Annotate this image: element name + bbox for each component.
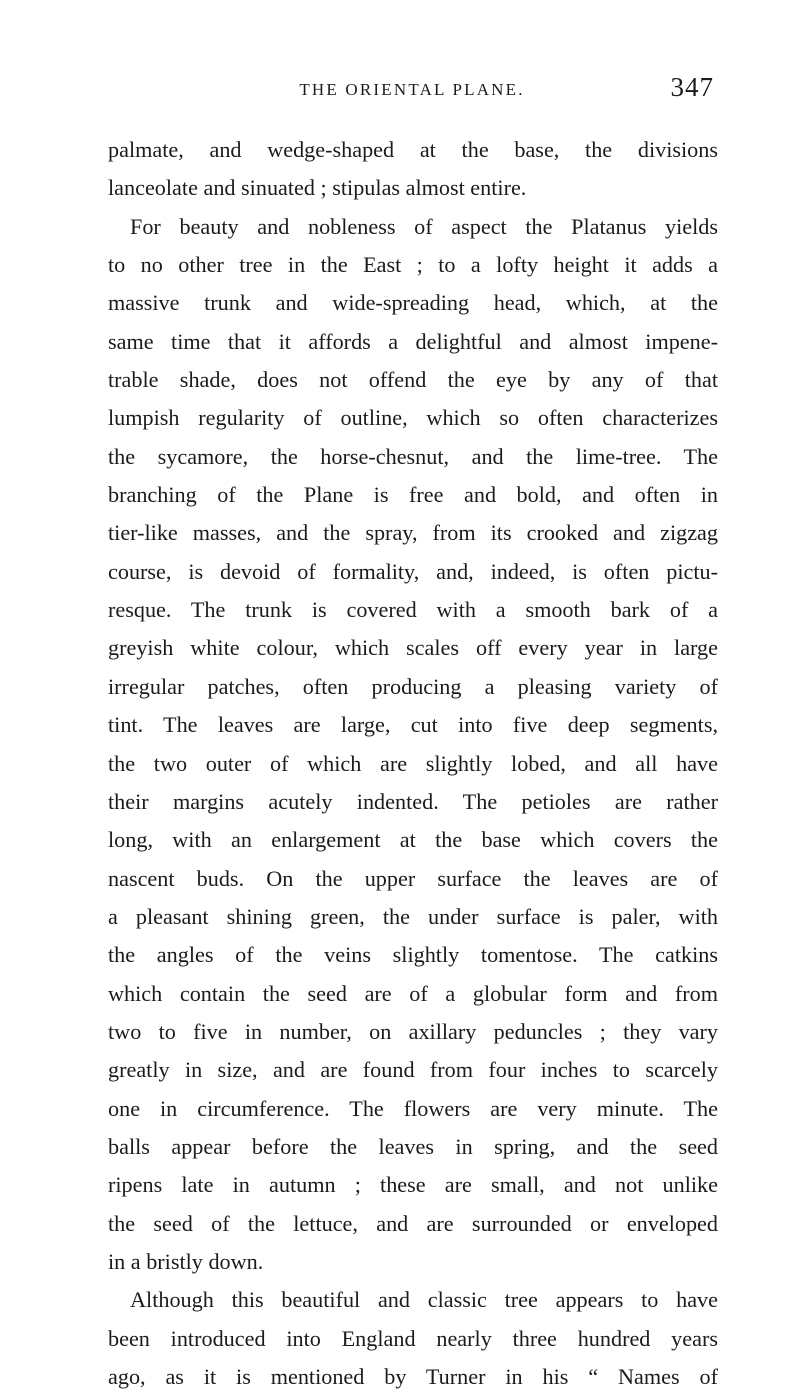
text-line: the sycamore, the horse-chesnut, and the lime-tree. The — [108, 443, 718, 469]
text-line: a pleasant shining green, the under surface is paler, with — [108, 903, 718, 929]
text-line: their margins acutely indented. The petioles are rather — [108, 788, 718, 814]
page-number: 347 — [670, 72, 714, 102]
body-text — [108, 131, 718, 1396]
text-line: nascent buds. On the upper surface the leaves are of — [108, 865, 718, 891]
text-line: two to five in number, on axillary peduncles ; they vary — [108, 1018, 718, 1044]
text-line: resque. The trunk is covered with a smooth bark of a — [108, 597, 718, 623]
text-line: to no other tree in the East ; to a lofty height it adds a — [108, 252, 718, 278]
text-line: same time that it affords a delightful and almost impene- — [108, 328, 718, 354]
text-line: greatly in size, and are found from four inches to scarcely — [108, 1057, 718, 1083]
text-line: been introduced into England nearly three hundred years — [108, 1325, 718, 1351]
running-head — [110, 74, 714, 114]
text-line: lumpish regularity of outline, which so often characterizes — [108, 405, 718, 431]
text-line: branching of the Plane is free and bold, and often in — [108, 482, 718, 508]
text-line: massive trunk and wide-spreading head, which, at the — [108, 290, 718, 316]
text-line: ripens late in autumn ; these are small, and not unlike — [108, 1172, 718, 1198]
text-line: greyish white colour, which scales off every year in large — [108, 635, 718, 661]
text-line: long, with an enlargement at the base which covers the — [108, 827, 718, 853]
text-line: course, is devoid of formality, and, indeed, is often pictu- — [108, 558, 718, 584]
text-line: palmate, and wedge-shaped at the base, the divisions — [108, 137, 718, 162]
text-line: ago, as it is mentioned by Turner in his “ Names of — [108, 1364, 718, 1389]
text-line: lanceolate and sinuated ; stipulas almost entire. — [108, 175, 527, 201]
text-line: balls appear before the leaves in spring, and the seed — [108, 1133, 718, 1159]
text-line: in a bristly down. — [108, 1248, 264, 1274]
text-line: the two outer of which are slightly lobed, and all have — [108, 750, 718, 776]
text-line: tier-like masses, and the spray, from its crooked and zigzag — [108, 520, 718, 546]
text-line: the seed of the lettuce, and are surrounded or enveloped — [108, 1210, 718, 1236]
text-line: one in circumference. The flowers are very minute. The — [108, 1095, 718, 1121]
text-line: For beauty and nobleness of aspect the Platanus yields — [130, 213, 718, 239]
text-line: the angles of the veins slightly tomentose. The catkins — [108, 942, 718, 968]
running-title: THE ORIENTAL PLANE. — [299, 80, 525, 99]
text-line: Although this beautiful and classic tree appears to have — [130, 1287, 718, 1313]
text-line: which contain the seed are of a globular form and from — [108, 980, 718, 1006]
text-line: tint. The leaves are large, cut into five deep segments, — [108, 712, 718, 738]
text-line: trable shade, does not offend the eye by any of that — [108, 367, 718, 393]
text-line: irregular patches, often producing a pleasing variety of — [108, 673, 718, 699]
